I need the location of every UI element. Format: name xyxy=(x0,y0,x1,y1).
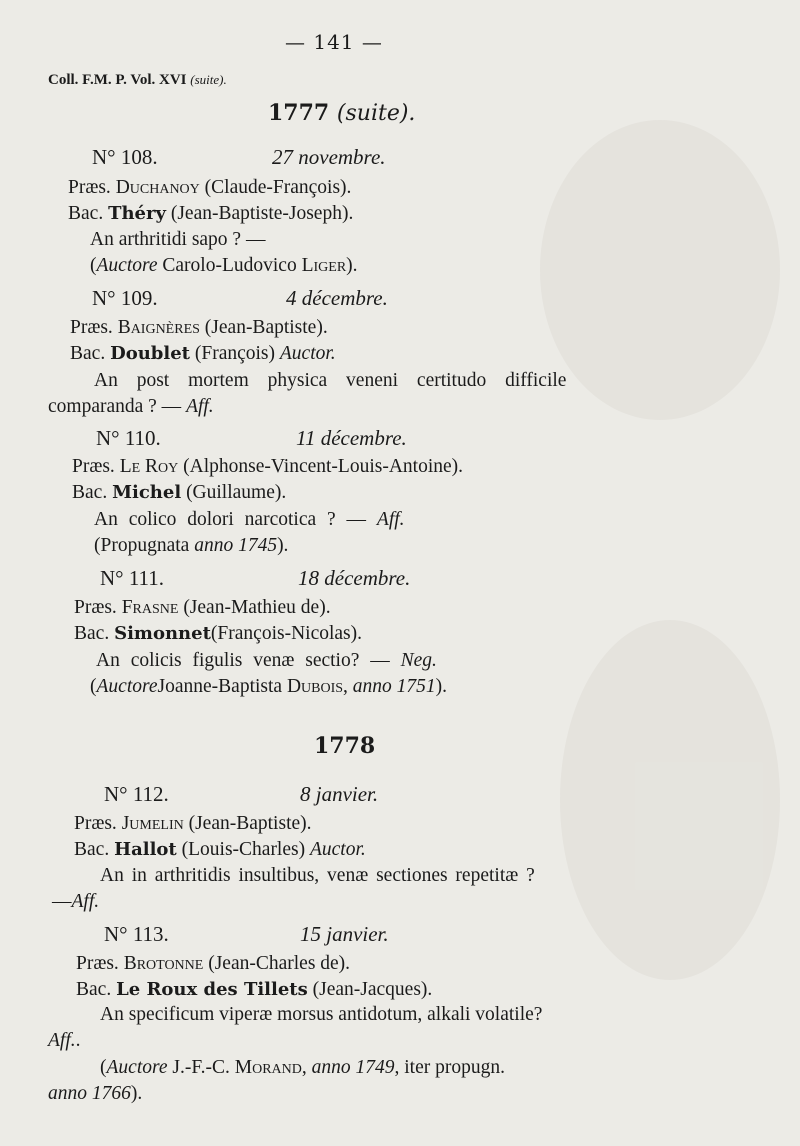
praeses-line: Præs. Brotonne (Jean-Charles de). xyxy=(76,953,351,974)
section-year-heading xyxy=(268,100,415,126)
year-suffix: (suite). xyxy=(336,101,416,126)
question: An colicis figulis venæ sectio? — Neg. xyxy=(96,650,437,671)
question: An post mortem physica veneni certitudo difficile xyxy=(94,370,567,391)
bac-line: Bac. Simonnet(François-Nicolas). xyxy=(74,623,362,644)
praeses-name: Duchanoy xyxy=(115,177,200,198)
collection-prefix: Coll. F.M. P. Vol. XVI xyxy=(48,72,187,88)
praeses-line: Præs. Jumelin (Jean-Baptiste). xyxy=(74,813,312,834)
bac-line: Bac. Le Roux des Tillets (Jean-Jacques). xyxy=(76,979,433,1000)
bac-line: Bac. Doublet (François) Auctor. xyxy=(70,343,336,364)
question: An arthritidi sapo ? — xyxy=(90,229,266,250)
entry-date: 27 novembre. xyxy=(272,145,386,169)
note: (Auctore Carolo-Ludovico Liger). xyxy=(90,255,358,276)
question-cont: comparanda ? — Aff. xyxy=(48,396,214,417)
entry-date: 4 décembre. xyxy=(286,286,388,310)
verdict: Neg. xyxy=(400,650,437,671)
question-cont: —Aff. xyxy=(52,891,100,912)
verdict: Aff.. xyxy=(48,1030,81,1051)
verdict: Aff. xyxy=(71,891,100,912)
entry-date: 18 décembre. xyxy=(298,566,411,590)
collection-suite: (suite). xyxy=(190,72,227,87)
entry-number: N° 111. xyxy=(100,566,165,590)
praeses-line: Præs. Le Roy (Alphonse-Vincent-Louis-Antoine). xyxy=(72,456,464,477)
entry-number: N° 110. xyxy=(96,426,161,450)
verdict: Aff. xyxy=(186,396,214,417)
question: An specificum viperæ morsus antidotum, alkali volatile? xyxy=(100,1004,543,1025)
note: (Auctore J.-F.-C. Morand, anno 1749, iter propugn. xyxy=(100,1057,505,1078)
bac-line: Bac. Hallot (Louis-Charles) Auctor. xyxy=(74,839,366,860)
bac-line: Bac. Michel (Guillaume). xyxy=(72,482,287,503)
praeses-line: Præs. Duchanoy (Claude-François). xyxy=(68,177,352,198)
entry-number: N° 108. xyxy=(92,145,158,169)
question: An in arthritidis insultibus, venæ sectiones repetitæ ? xyxy=(100,865,535,886)
verdict: Aff. xyxy=(376,509,405,530)
entry-number: N° 112. xyxy=(104,782,169,806)
note: (AuctoreJoanne-Baptista Dubois, anno 1751). xyxy=(90,676,448,697)
praeses-line: Præs. Frasne (Jean-Mathieu de). xyxy=(74,597,331,618)
entry-date: 15 janvier. xyxy=(300,922,389,946)
question: An colico dolori narcotica ? — Aff. xyxy=(94,509,405,530)
year: 1777 xyxy=(268,100,330,126)
bac-name: Théry xyxy=(108,203,166,224)
entry-number: N° 109. xyxy=(92,286,158,310)
page-number: — 141 — xyxy=(285,30,383,54)
section-year-heading: 1778 xyxy=(314,733,376,759)
entry-date: 11 décembre. xyxy=(296,426,407,450)
praeses-line: Præs. Baignères (Jean-Baptiste). xyxy=(70,317,328,338)
note: (Propugnata anno 1745). xyxy=(94,535,289,556)
bac-line: Bac. Théry (Jean-Baptiste-Joseph). xyxy=(68,203,354,224)
page-stain xyxy=(540,120,780,420)
collection-header xyxy=(48,72,227,89)
note-cont: anno 1766). xyxy=(48,1083,143,1104)
entry-number: N° 113. xyxy=(104,922,169,946)
entry-date: 8 janvier. xyxy=(300,782,379,806)
page-stain xyxy=(560,620,780,980)
